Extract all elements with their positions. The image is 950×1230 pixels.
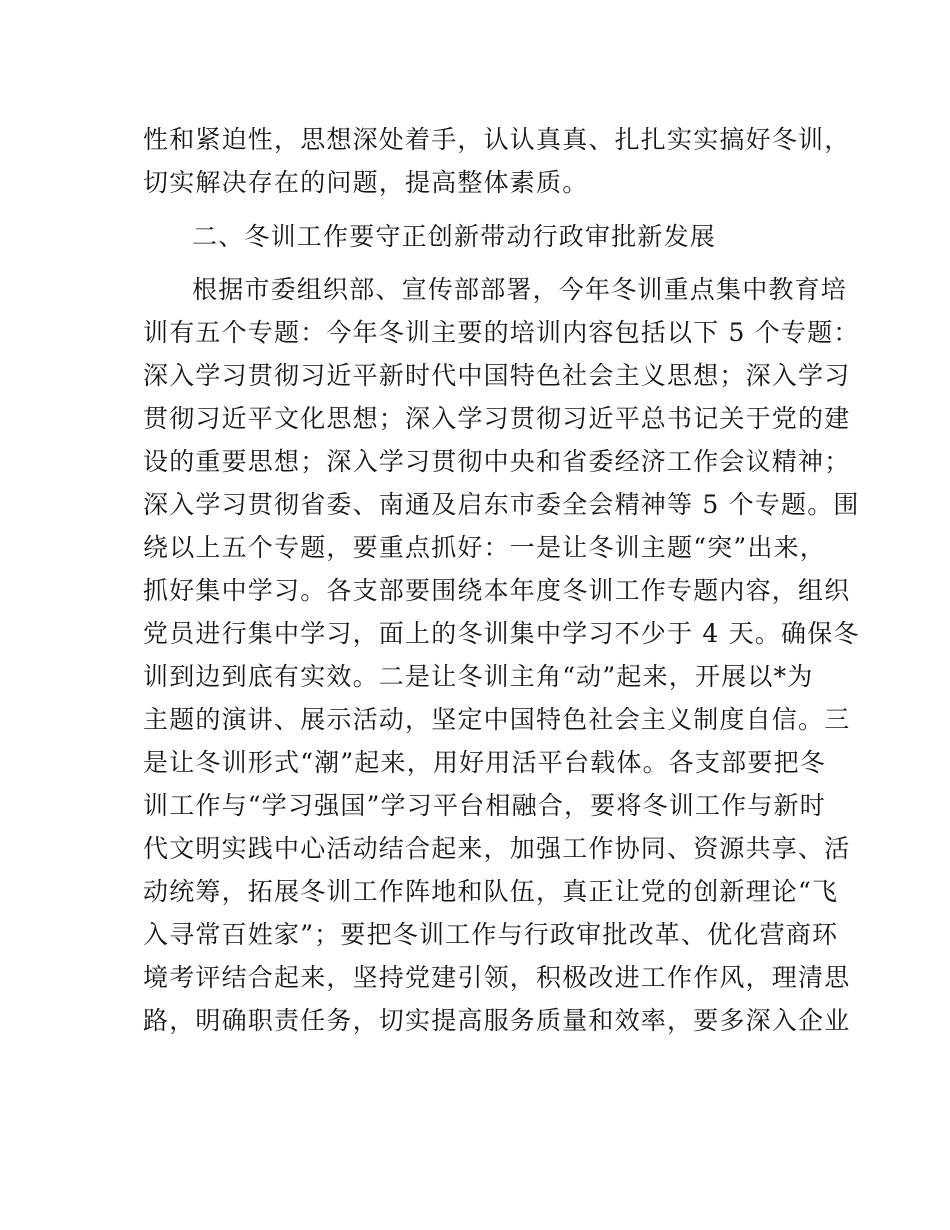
text-line: 党员进行集中学习，面上的冬训集中学习不少于 4 天。确保冬 — [143, 619, 860, 648]
text-line: 贯彻习近平文化思想；深入学习贯彻习近平总书记关于党的建 — [143, 404, 851, 433]
text-line: 路，明确职责任务，切实提高服务质量和效率，要多深入企业 — [143, 1006, 851, 1035]
text-line: 代文明实践中心活动结合起来，加强工作协同、资源共享、活 — [143, 834, 851, 863]
text-line: 训有五个专题：今年冬训主要的培训内容包括以下 5 个专题： — [143, 318, 860, 347]
text-line: 主题的演讲、展示活动，坚定中国特色社会主义制度自信。三 — [143, 705, 851, 734]
section-heading: 二、冬训工作要守正创新带动行政审批新发展 — [192, 222, 717, 251]
text-line: 深入学习贯彻省委、南通及启东市委全会精神等 5 个专题。围 — [143, 490, 860, 519]
text-line: 入寻常百姓家”；要把冬训工作与行政审批改革、优化营商环 — [143, 920, 839, 949]
text-line: 是让冬训形式“潮”起来，用好用活平台载体。各支部要把冬 — [143, 748, 826, 777]
text-line: 动统筹，拓展冬训工作阵地和队伍，真正让党的创新理论“飞 — [143, 877, 839, 906]
text-line: 设的重要思想；深入学习贯彻中央和省委经济工作会议精神； — [143, 447, 851, 476]
text-line: 绕以上五个专题，要重点抓好：一是让冬训主题“突”出来， — [143, 533, 826, 562]
text-line: 训工作与“学习强国”学习平台相融合，要将冬训工作与新时 — [143, 791, 826, 820]
text-line: 训到边到底有实效。二是让冬训主角“动”起来，开展以*为 — [143, 662, 814, 691]
text-line: 境考评结合起来，坚持党建引领，积极改进工作作风，理清思 — [143, 963, 851, 992]
text-line: 深入学习贯彻习近平新时代中国特色社会主义思想；深入学习 — [143, 361, 851, 390]
text-line: 根据市委组织部、宣传部部署，今年冬训重点集中教育培 — [192, 275, 848, 304]
text-line: 性和紧迫性，思想深处着手，认认真真、扎扎实实搞好冬训， — [143, 125, 851, 154]
text-line: 切实解决存在的问题，提高整体素质。 — [143, 168, 589, 197]
text-line: 抓好集中学习。各支部要围绕本年度冬训工作专题内容，组织 — [143, 576, 851, 605]
